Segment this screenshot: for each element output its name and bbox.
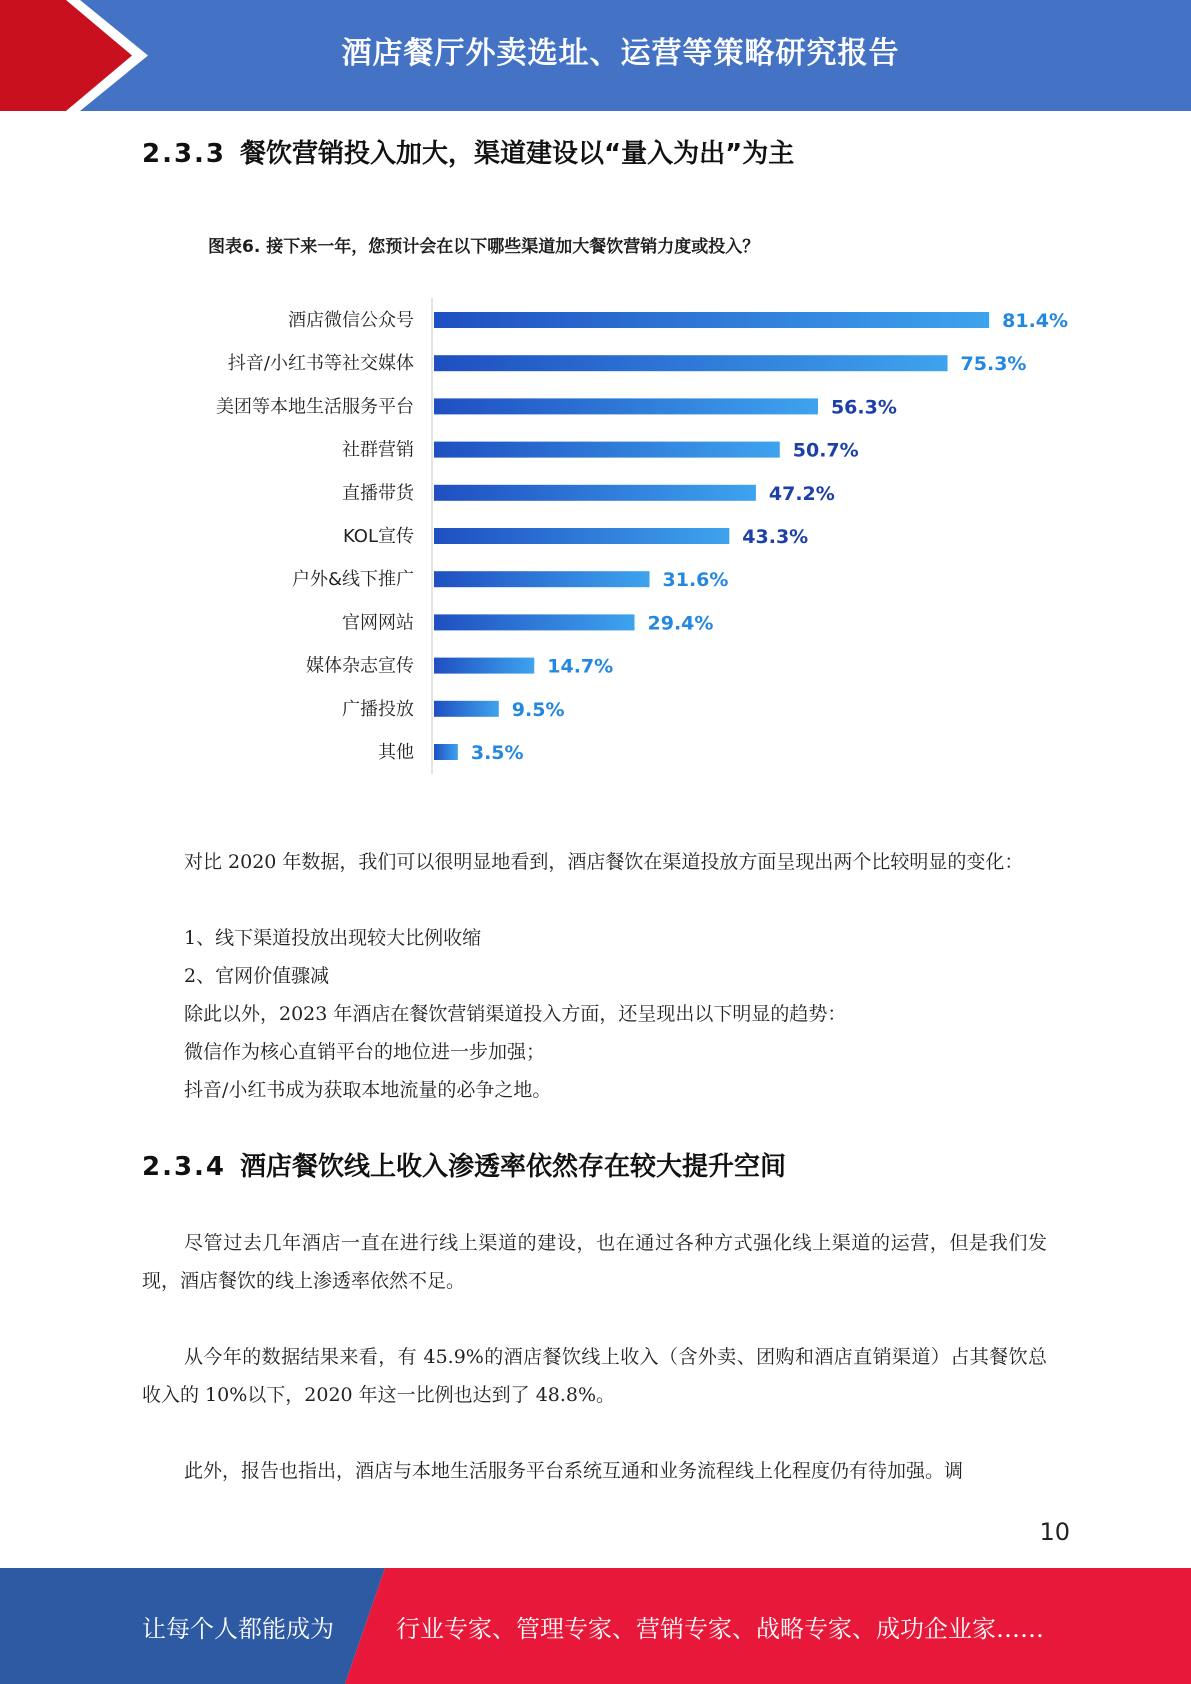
chart-data-label: 43.3% <box>742 526 809 548</box>
chart-bar <box>434 744 458 760</box>
chart-bar <box>434 485 756 501</box>
chart-data-label: 50.7% <box>792 439 859 462</box>
paragraph-platform-integration: 此外，报告也指出，酒店与本地生活服务平台系统互通和业务流程线上化程度仍有待加强。调 <box>184 1460 964 1482</box>
chart-category-label: 媒体杂志宣传 <box>306 655 414 677</box>
chart-data-label: 29.4% <box>647 612 714 635</box>
page-header <box>0 0 1191 111</box>
chart-data-label: 3.5% <box>470 742 524 764</box>
section-heading-234 <box>142 1146 786 1183</box>
chart-data-label: 47.2% <box>768 482 835 505</box>
chart-data-label: 9.5% <box>511 698 565 721</box>
chart-category-label: 官网网站 <box>342 612 414 634</box>
header-arrow-red <box>0 0 132 111</box>
chart-bar <box>434 701 499 717</box>
footer-slogan-right: 行业专家、管理专家、营销专家、战略专家、成功企业家…… <box>396 1614 1044 1643</box>
footer-slogan-left: 让每个人都能成为 <box>142 1614 334 1643</box>
chart-category-label: 其他 <box>378 742 414 763</box>
chart-bar <box>434 398 818 414</box>
chart-data-label: 81.4% <box>1002 310 1069 332</box>
chart-bar <box>434 442 780 458</box>
chart-bar <box>434 658 534 674</box>
chart-category-label: 社群营销 <box>342 439 414 461</box>
list-item: 1、线下渠道投放出现较大比例收缩 <box>184 927 482 949</box>
list-item: 微信作为核心直销平台的地位进一步加强； <box>184 1041 546 1063</box>
chart-category-label: 美团等本地生活服务平台 <box>216 396 414 418</box>
page-footer <box>0 1568 1191 1684</box>
chart-bar <box>434 528 729 544</box>
chart-bar <box>434 312 989 328</box>
chart-data-label: 31.6% <box>662 569 729 592</box>
section-number: 2.3.4 <box>142 1152 227 1182</box>
chart-bar <box>434 355 948 371</box>
list-item: 除此以外，2023 年酒店在餐饮营销渠道投入方面，还呈现出以下明显的趋势： <box>184 1003 847 1025</box>
section-title: 酒店餐饮线上收入渗透率依然存在较大提升空间 <box>240 1152 787 1182</box>
chart-category-label: 酒店微信公众号 <box>288 310 414 331</box>
chart-category-label: 抖音/小红书等社交媒体 <box>227 353 414 375</box>
chart-bar <box>434 571 650 587</box>
header-title: 酒店餐厅外卖选址、运营等策略研究报告 <box>341 36 900 71</box>
chart-data-label: 14.7% <box>547 655 614 678</box>
chart-category-label: 户外&线下推广 <box>291 569 414 591</box>
paragraph-online-penetration: 尽管过去几年酒店一直在进行线上渠道的建设，也在通过各种方式强化线上渠道的运营，但是我们发现，酒店餐饮的线上渗透率依然不足。 <box>142 1232 1047 1292</box>
paragraph-data-results: 从今年的数据结果来看，有 45.9%的酒店餐饮线上收入（含外卖、团购和酒店直销渠道）占其餐饮总收入的 10%以下，2020 年这一比例也达到了 48.8%。 <box>142 1346 1047 1406</box>
chart-category-label: 广播投放 <box>342 698 414 720</box>
chart-data-label: 56.3% <box>830 396 897 419</box>
chart-data-label: 75.3% <box>960 353 1027 376</box>
chart-svg <box>180 210 1080 790</box>
chart-marketing-channels <box>180 210 1080 790</box>
chart-category-label: KOL宣传 <box>342 526 414 547</box>
header-arrow-decoration <box>0 0 150 111</box>
section-title: 餐饮营销投入加大，渠道建设以“量入为出”为主 <box>240 139 795 169</box>
chart-category-label: 直播带货 <box>342 482 414 504</box>
page-number: 10 <box>1039 1518 1070 1546</box>
section-number: 2.3.3 <box>142 139 227 169</box>
list-item: 抖音/小红书成为获取本地流量的必争之地。 <box>184 1079 552 1101</box>
paragraph-comparison: 对比 2020 年数据，我们可以很明显地看到，酒店餐饮在渠道投放方面呈现出两个比较明显的变化： <box>184 851 1024 873</box>
list-item: 2、官网价值骤减 <box>184 965 330 987</box>
section-heading-233 <box>142 133 794 170</box>
chart-bar <box>434 614 635 630</box>
chart-title: 图表6. 接下来一年，您预计会在以下哪些渠道加大餐饮营销力度或投入？ <box>208 237 760 257</box>
